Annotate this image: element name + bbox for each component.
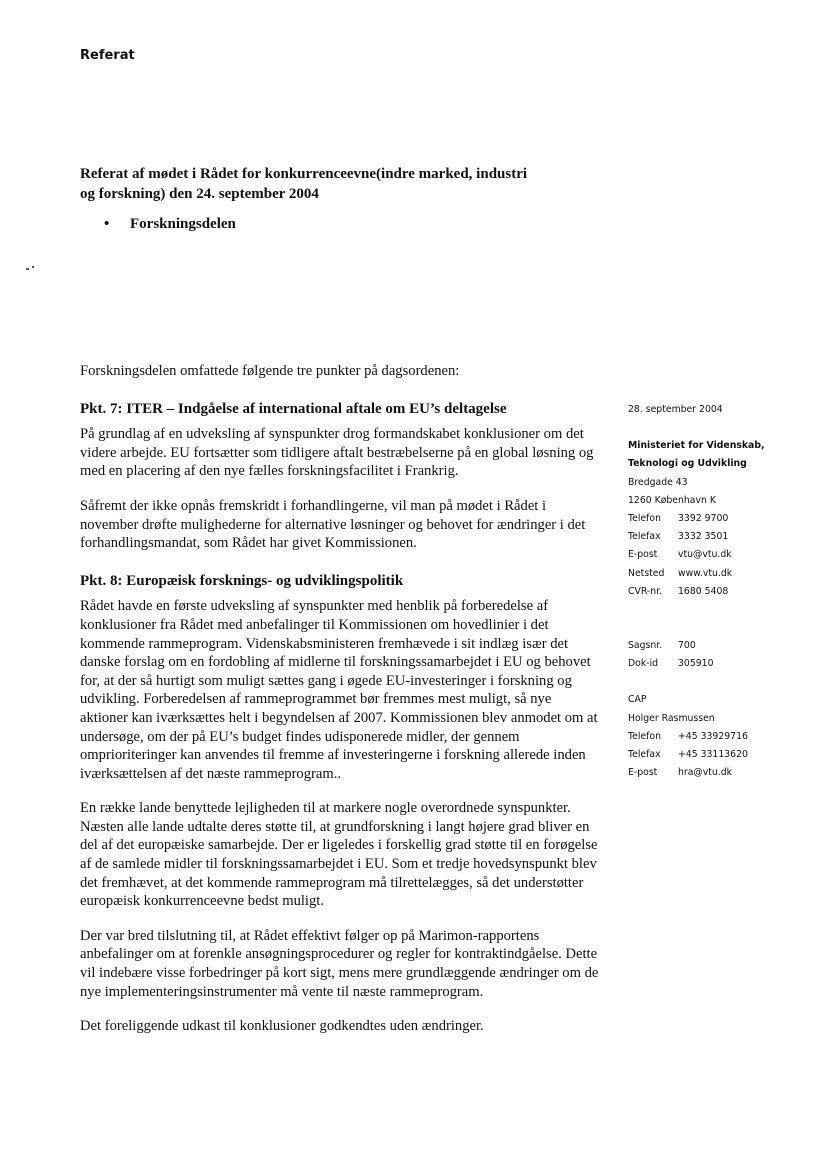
paragraph: Såfremt der ikke opnås fremskridt i forhandlingerne, vil man på mødet i Rådet i november drøfte mulighederne for alternative løsninger og behovet for ændringer i det forhandlingsmandat, som Rådet har givet Kommissionen.	[80, 497, 586, 552]
contact-row	[628, 565, 818, 583]
meeting-title	[80, 164, 580, 204]
contact-row	[628, 583, 818, 601]
city-address: 1260 København K	[628, 494, 716, 506]
contact-row	[628, 546, 818, 564]
intro-paragraph: Forskningsdelen omfattede følgende tre punkter på dagsordenen:	[80, 363, 460, 379]
contact-row	[628, 510, 818, 528]
contact-value: +45 33113620	[678, 749, 748, 761]
case-value: 305910	[678, 658, 714, 670]
contact-value: 3392 9700	[678, 513, 729, 525]
paragraph: Der var bred tilslutning til, at Rådet effektivt følger op på Marimon-rapportens anbefalinger om at forenkle ansøgningsprocedurer og regler for kontraktindgåelse. Dette vil indebære visse forbedringer på kort sigt, mens mere grundlæggende ændringer om de nye implementeringsinstrumenter må vente til næste rammeprogram.	[80, 927, 599, 1000]
scan-speck	[26, 268, 29, 270]
document-type-label: Referat	[80, 48, 135, 63]
meeting-title-line-2: og forskning) den 24. september 2004	[80, 186, 319, 202]
paragraph: På grundlag af en udveksling af synspunkter drog formandskabet konklusioner om det videre arbejde. EU fortsætter som tidligere aftalt bestræbelserne på en global løsning og med en placering af den nye fælles forskningsfacilitet i Frankrig.	[80, 426, 594, 480]
contact-value: hra@vtu.dk	[678, 767, 732, 779]
meeting-title-line-1: Referat af mødet i Rådet for konkurrenceevne(indre marked, industri	[80, 166, 528, 182]
contact-label: Telefon	[628, 513, 661, 525]
contact-person: Holger Rasmussen	[628, 712, 715, 724]
section-heading-pkt7: Pkt. 7: ITER – Indgåelse af international aftale om EU’s deltagelse	[80, 400, 507, 417]
scan-speck	[32, 266, 34, 268]
contact-value: www.vtu.dk	[678, 567, 733, 579]
street-address: Bredgade 43	[628, 476, 688, 488]
case-row	[628, 655, 818, 673]
bullet-item	[104, 216, 236, 233]
paragraph: En række lande benyttede lejligheden til at markere nogle overordnede synspunkter. Næsten alle lande udtalte deres støtte til, at grundforskning i langt højere grad bliver en del af det europæiske samarbejde. Der er ligeledes i forskellig grad støtte til en forøgelse af de samlede midler til forskningssamarbejdet i EU. Som et tredje hovedsynspunkt blev det fremhævet, at det kommende rammeprogram må tilrettelægges, så det understøtter europæisk konkurrenceevne bedst muligt.	[80, 800, 598, 910]
sender-info-sidebar	[628, 401, 818, 782]
contact-value: +45 33929716	[678, 730, 748, 742]
department-code: CAP	[628, 694, 647, 706]
organization-name-line-2: Teknologi og Udvikling	[628, 458, 747, 470]
person-contact-row	[628, 746, 818, 764]
contact-value: 3332 3501	[678, 531, 729, 543]
case-label: Sagsnr.	[628, 640, 663, 652]
contact-value: 1680 5408	[678, 585, 729, 597]
contact-label: Telefax	[628, 749, 661, 761]
contact-row	[628, 528, 818, 546]
contact-label: Telefax	[628, 531, 661, 543]
bullet-text: Forskningsdelen	[130, 216, 236, 232]
contact-label: Netsted	[628, 567, 665, 579]
section-heading-pkt8: Pkt. 8: Europæisk forsknings- og udviklingspolitik	[80, 572, 404, 589]
case-label: Dok-id	[628, 658, 659, 670]
contact-label: CVR-nr.	[628, 585, 663, 597]
main-body	[80, 362, 600, 1036]
person-contact-row	[628, 764, 818, 782]
case-value: 700	[678, 640, 696, 652]
paragraph: Rådet havde en første udveksling af synspunkter med henblik på forberedelse af konklusioner fra Rådet med anbefalinger til Kommissionen om hovedlinier i det kommende rammeprogram. Videnskabsministeren fremhævede i sit indlæg især det danske forslag om en fordobling af midlerne til forskningssamarbejdet i EU og behovet for, at der så hurtigt som muligt sættes gang i øgede EU-investeringer i forskning og udvikling. Forberedelsen af rammeprogrammet bør fremmes mest muligt, så nye aktioner kan iværksættes helt i begyndelsen af 2007. Kommissionen blev anmodet om at undersøge, om der på EU’s budget findes udisponerede midler, der gennem omprioriteringer kan anvendes til fremme af investeringerne i forskning allerede inden iværksættelsen af det næste rammeprogram..	[80, 598, 598, 782]
contact-label: Telefon	[628, 730, 661, 742]
contact-value: vtu@vtu.dk	[678, 549, 732, 561]
person-contact-row	[628, 728, 818, 746]
paragraph: Det foreliggende udkast til konklusioner godkendtes uden ændringer.	[80, 1018, 484, 1035]
document-date: 28. september 2004	[628, 404, 723, 415]
case-row	[628, 637, 818, 655]
contact-label: E-post	[628, 767, 658, 779]
contact-label: E-post	[628, 549, 658, 561]
bullet-icon: •	[104, 216, 110, 232]
organization-name-line-1: Ministeriet for Videnskab,	[628, 440, 765, 452]
